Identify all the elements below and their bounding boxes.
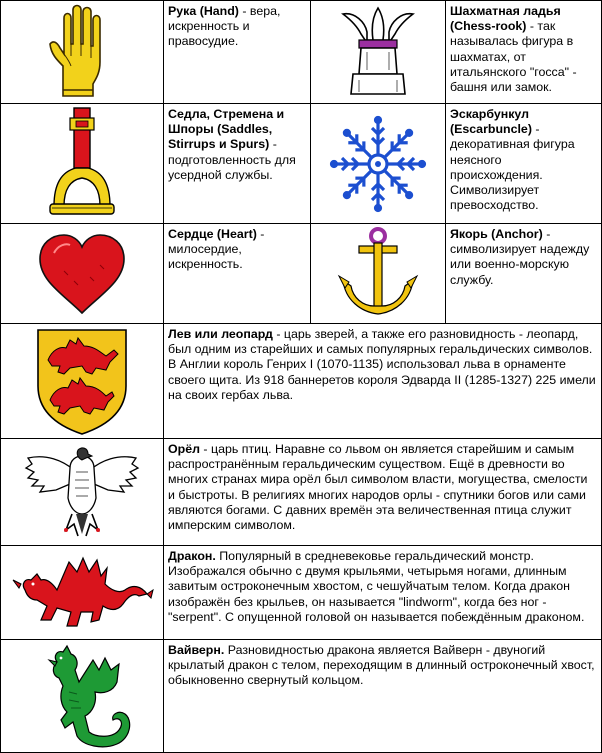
escarbuncle-title: Эскарбункул (Escarbuncle) xyxy=(450,107,532,137)
heart-cell xyxy=(0,223,164,324)
lion-desc: - царь зверей, а также его разновидность - леопард, был одним из старейших и самых популярных геральдических символов. В Англии король Генрих I (1070-1135) использовал льва в орнаменте своего щита. Из 918 баннеретов короля Эдварда II (1285-1327) 225 имели на своих гербах льва. xyxy=(168,327,596,402)
escarbuncle-text xyxy=(445,103,602,224)
wyvern-desc: Разновидностью дракона является Вайверн - двуногий крылатый дракон с телом, переходящим в длинный остроконечный хвост, обыкновенно свернутый кольцом. xyxy=(168,643,595,688)
wyvern-text xyxy=(163,639,602,753)
heart-desc: - милосердие, искренность. xyxy=(168,227,265,272)
eagle-desc: - царь птиц. Наравне со львом он является старейшим и самым распространённым геральдическим существом. Ещё в древности во многих странах мира орёл был символом власти, могущества, смелости и быстроты. В религиях многих народов орлы - спутники богов или сами являются богами. С давних времён эта величественная птица служит имперским символом. xyxy=(168,442,588,533)
eagle-text xyxy=(163,438,602,546)
anchor-text xyxy=(445,223,602,324)
hand-icon xyxy=(47,4,117,100)
eagle-icon xyxy=(22,442,142,542)
hand-desc: - вера, искренность и правосудие. xyxy=(168,4,281,49)
chess-rook-icon xyxy=(333,4,423,100)
lion-title: Лев или леопард xyxy=(168,327,273,341)
eagle-cell xyxy=(0,438,164,546)
heart-icon xyxy=(34,231,130,317)
lion-shield-icon xyxy=(34,326,130,436)
chess-rook-desc: - так называлась фигура в шахматах, от итальянского "госса" - башня или замок. xyxy=(450,19,577,95)
stirrup-title: Седла, Стремена и Шпоры (Saddles, Stirrups и Spurs) xyxy=(168,107,285,152)
escarbuncle-icon xyxy=(328,114,428,214)
stirrup-desc: - подготовленность для усердной службы. xyxy=(168,137,296,182)
anchor-desc: - символизирует надежду или военно-морскую службу. xyxy=(450,227,590,287)
wyvern-icon xyxy=(27,642,137,750)
dragon-desc: Популярный в средневековье геральдический монстр. Изображался обычно с двумя крыльями, четырьмя ногами, длинным завитым остроконечным хвостом, с чешуйчатым телом. Когда дракон изображён без крыльев, он называется "lindworm", когда без ног - "serpent". С опущенной головой он называется побеждённым драконом. xyxy=(168,549,585,624)
stirrup-text xyxy=(163,103,311,224)
anchor-title: Якорь (Anchor) xyxy=(450,227,543,241)
dragon-text xyxy=(163,545,602,640)
stirrup-icon xyxy=(42,106,122,222)
dragon-icon xyxy=(7,550,157,636)
heart-text xyxy=(163,223,311,324)
anchor-icon xyxy=(333,226,423,322)
lion-cell xyxy=(0,323,164,439)
heart-title: Сердце (Heart) xyxy=(168,227,257,241)
dragon-title: Дракон. xyxy=(168,549,216,563)
hand-cell xyxy=(0,0,164,104)
anchor-cell xyxy=(310,223,446,324)
escarbuncle-cell xyxy=(310,103,446,224)
dragon-cell xyxy=(0,545,164,640)
hand-text xyxy=(163,0,311,104)
eagle-title: Орёл xyxy=(168,442,200,456)
chess-rook-text xyxy=(445,0,602,104)
wyvern-cell xyxy=(0,639,164,753)
escarbuncle-desc: - декоративная фигура неясного происхождения. Символизирует превосходство. xyxy=(450,122,575,213)
lion-text xyxy=(163,323,602,439)
wyvern-title: Вайверн. xyxy=(168,643,225,657)
chess-rook-title: Шахматная ладья (Chess-rook) xyxy=(450,4,561,34)
chess-rook-cell xyxy=(310,0,446,104)
stirrup-cell xyxy=(0,103,164,224)
hand-title: Рука (Hand) xyxy=(168,4,239,18)
